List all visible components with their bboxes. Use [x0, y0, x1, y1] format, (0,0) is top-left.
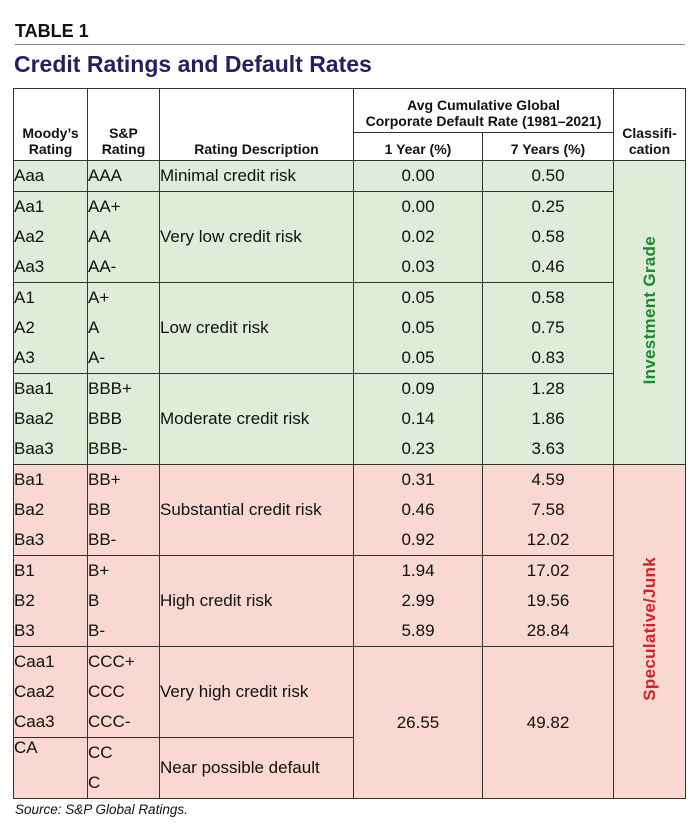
- moodys-rating: Caa2: [14, 677, 88, 707]
- seven-year-rate: 0.58: [483, 222, 614, 252]
- moodys-rating: Aaa: [14, 161, 88, 192]
- one-year-rate: 1.94: [354, 556, 483, 587]
- sp-rating: A: [88, 313, 160, 343]
- sp-rating: AA: [88, 222, 160, 252]
- one-year-rate: 5.89: [354, 616, 483, 647]
- moodys-rating: CA: [14, 738, 88, 799]
- rating-description: Substantial credit risk: [160, 465, 354, 556]
- one-year-rate: 0.00: [354, 161, 483, 192]
- seven-year-rate: 49.82: [483, 647, 614, 799]
- header-seven-years: 7 Years (%): [483, 133, 614, 161]
- one-year-rate: 0.05: [354, 313, 483, 343]
- table-row: [14, 465, 686, 496]
- one-year-rate: 0.05: [354, 343, 483, 374]
- sp-rating: BB-: [88, 525, 160, 556]
- rating-description: Very low credit risk: [160, 192, 354, 283]
- seven-year-rate: 28.84: [483, 616, 614, 647]
- moodys-rating: B2: [14, 586, 88, 616]
- table-label: TABLE 1: [15, 21, 89, 41]
- table-row: [14, 556, 686, 587]
- moodys-rating: A2: [14, 313, 88, 343]
- one-year-rate: 0.23: [354, 434, 483, 465]
- sp-rating: A-: [88, 343, 160, 374]
- seven-year-rate: 3.63: [483, 434, 614, 465]
- moodys-rating: Baa2: [14, 404, 88, 434]
- seven-year-rate: 0.58: [483, 283, 614, 314]
- sp-rating: CCC-: [88, 707, 160, 738]
- header-rating-description: Rating Description: [160, 89, 354, 161]
- seven-year-rate: 0.25: [483, 192, 614, 223]
- moodys-rating: Ba3: [14, 525, 88, 556]
- one-year-rate: 0.46: [354, 495, 483, 525]
- seven-year-rate: 12.02: [483, 525, 614, 556]
- table-row: [14, 161, 686, 192]
- sp-rating: BB: [88, 495, 160, 525]
- sp-rating: AA+: [88, 192, 160, 223]
- seven-year-rate: 0.83: [483, 343, 614, 374]
- sp-rating: CCC: [88, 677, 160, 707]
- sp-rating: AAA: [88, 161, 160, 192]
- moodys-rating: Caa3: [14, 707, 88, 738]
- sp-rating: CC: [88, 738, 160, 769]
- rating-description: Minimal credit risk: [160, 161, 354, 192]
- classification-investment-grade: [614, 161, 686, 465]
- seven-year-rate: 1.86: [483, 404, 614, 434]
- rating-description: Moderate credit risk: [160, 374, 354, 465]
- header-sp-rating: S&P Rating: [88, 89, 160, 161]
- moodys-rating: Ba2: [14, 495, 88, 525]
- table-row: [14, 647, 686, 678]
- table-row: [14, 283, 686, 314]
- rating-description: Very high credit risk: [160, 647, 354, 738]
- sp-rating: B-: [88, 616, 160, 647]
- moodys-rating: B3: [14, 616, 88, 647]
- seven-year-rate: 19.56: [483, 586, 614, 616]
- seven-year-rate: 0.50: [483, 161, 614, 192]
- sp-rating: B: [88, 586, 160, 616]
- one-year-rate: 0.09: [354, 374, 483, 405]
- seven-year-rate: 4.59: [483, 465, 614, 496]
- one-year-rate: 0.31: [354, 465, 483, 496]
- one-year-rate: 0.92: [354, 525, 483, 556]
- classification-label: Investment Grade: [639, 235, 659, 385]
- divider: [15, 44, 685, 45]
- sp-rating: C: [88, 768, 160, 799]
- one-year-rate: 26.55: [354, 647, 483, 799]
- classification-label: Speculative/Junk: [639, 557, 659, 701]
- one-year-rate: 2.99: [354, 586, 483, 616]
- sp-rating: BBB-: [88, 434, 160, 465]
- source-note: Source: S&P Global Ratings.: [15, 802, 188, 817]
- moodys-rating: B1: [14, 556, 88, 587]
- one-year-rate: 0.02: [354, 222, 483, 252]
- seven-year-rate: 0.46: [483, 252, 614, 283]
- sp-rating: BBB: [88, 404, 160, 434]
- credit-ratings-table: [13, 88, 686, 799]
- moodys-rating: A3: [14, 343, 88, 374]
- seven-year-rate: 0.75: [483, 313, 614, 343]
- sp-rating: BBB+: [88, 374, 160, 405]
- header-moodys-rating: Moody’s Rating: [14, 89, 88, 161]
- sp-rating: B+: [88, 556, 160, 587]
- seven-year-rate: 7.58: [483, 495, 614, 525]
- moodys-rating: A1: [14, 283, 88, 314]
- sp-rating: CCC+: [88, 647, 160, 678]
- rating-description: High credit risk: [160, 556, 354, 647]
- sp-rating: A+: [88, 283, 160, 314]
- classification-speculative-junk: [614, 465, 686, 799]
- header-one-year: 1 Year (%): [354, 133, 483, 161]
- seven-year-rate: 1.28: [483, 374, 614, 405]
- moodys-rating: Caa1: [14, 647, 88, 678]
- sp-rating: BB+: [88, 465, 160, 496]
- rating-description: Near possible default: [160, 738, 354, 799]
- moodys-rating: Aa2: [14, 222, 88, 252]
- moodys-rating: Aa3: [14, 252, 88, 283]
- seven-year-rate: 17.02: [483, 556, 614, 587]
- sp-rating: AA-: [88, 252, 160, 283]
- rating-description: Low credit risk: [160, 283, 354, 374]
- one-year-rate: 0.00: [354, 192, 483, 223]
- moodys-rating: Baa3: [14, 434, 88, 465]
- header-classification: Classifi- cation: [614, 89, 686, 161]
- table-row: [14, 374, 686, 405]
- moodys-rating: Ba1: [14, 465, 88, 496]
- moodys-rating: Aa1: [14, 192, 88, 223]
- one-year-rate: 0.05: [354, 283, 483, 314]
- header-default-rate: Avg Cumulative Global Corporate Default Rate (1981–2021): [354, 89, 614, 133]
- table-title: Credit Ratings and Default Rates: [14, 51, 372, 77]
- one-year-rate: 0.14: [354, 404, 483, 434]
- table-row: [14, 192, 686, 223]
- one-year-rate: 0.03: [354, 252, 483, 283]
- moodys-rating: Baa1: [14, 374, 88, 405]
